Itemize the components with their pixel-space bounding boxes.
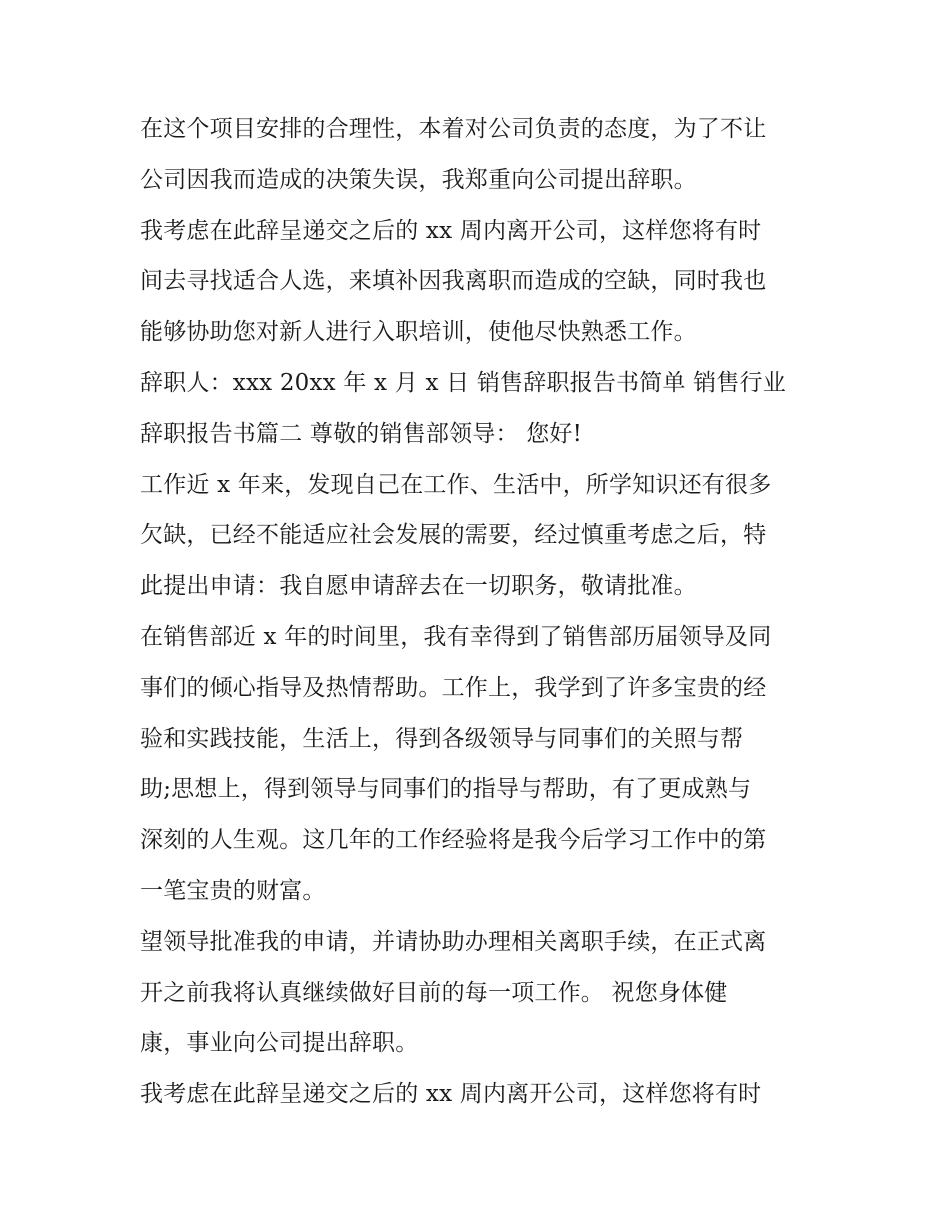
text-line: 验和实践技能，生活上，得到各级领导与同事们的关照与帮: [140, 725, 744, 752]
text-line: 开之前我将认真继续做好目前的每一项工作。 祝您身体健: [140, 979, 728, 1006]
text-line: 工作近 x 年来，发现自己在工作、生活中，所学知识还有很多: [140, 471, 772, 498]
text-line: 一笔宝贵的财富。: [140, 877, 326, 904]
document-body: [140, 104, 830, 1120]
text-line: 我考虑在此辞呈递交之后的 xx 周内离开公司，这样您将有时: [140, 217, 762, 244]
text-line: 间去寻找适合人选，来填补因我离职而造成的空缺，同时我也: [140, 268, 767, 295]
text-line: 在这个项目安排的合理性，本着对公司负责的态度，为了不让: [140, 116, 767, 142]
text-line: 助;思想上，得到领导与同事们的指导与帮助，有了更成熟与: [140, 776, 752, 803]
text-line: 事们的倾心指导及热情帮助。工作上，我学到了许多宝贵的经: [140, 674, 767, 701]
text-line: 能够协助您对新人进行入职培训，使他尽快熟悉工作。: [140, 319, 697, 346]
text-line: 深刻的人生观。这几年的工作经验将是我今后学习工作中的第: [140, 827, 767, 854]
text-line: 辞职报告书篇二 尊敬的销售部领导： 您好!: [140, 420, 583, 447]
text-line: 在销售部近 x 年的时间里，我有幸得到了销售部历届领导及同: [140, 623, 772, 650]
text-line: 此提出申请：我自愿申请辞去在一切职务，敬请批准。: [140, 573, 697, 600]
text-line: 公司因我而造成的决策失误，我郑重向公司提出辞职。: [140, 166, 697, 193]
text-line: 康，事业向公司提出辞职。: [140, 1030, 419, 1057]
text-line: 辞职人：xxx 20xx 年 x 月 x 日 销售辞职报告书简单 销售行业: [140, 369, 786, 396]
text-line: 我考虑在此辞呈递交之后的 xx 周内离开公司，这样您将有时: [140, 1081, 762, 1108]
text-line: 欠缺，已经不能适应社会发展的需要，经过慎重考虑之后，特: [140, 522, 767, 549]
text-line: 望领导批准我的申请，并请协助办理相关离职手续，在正式离: [140, 928, 767, 955]
